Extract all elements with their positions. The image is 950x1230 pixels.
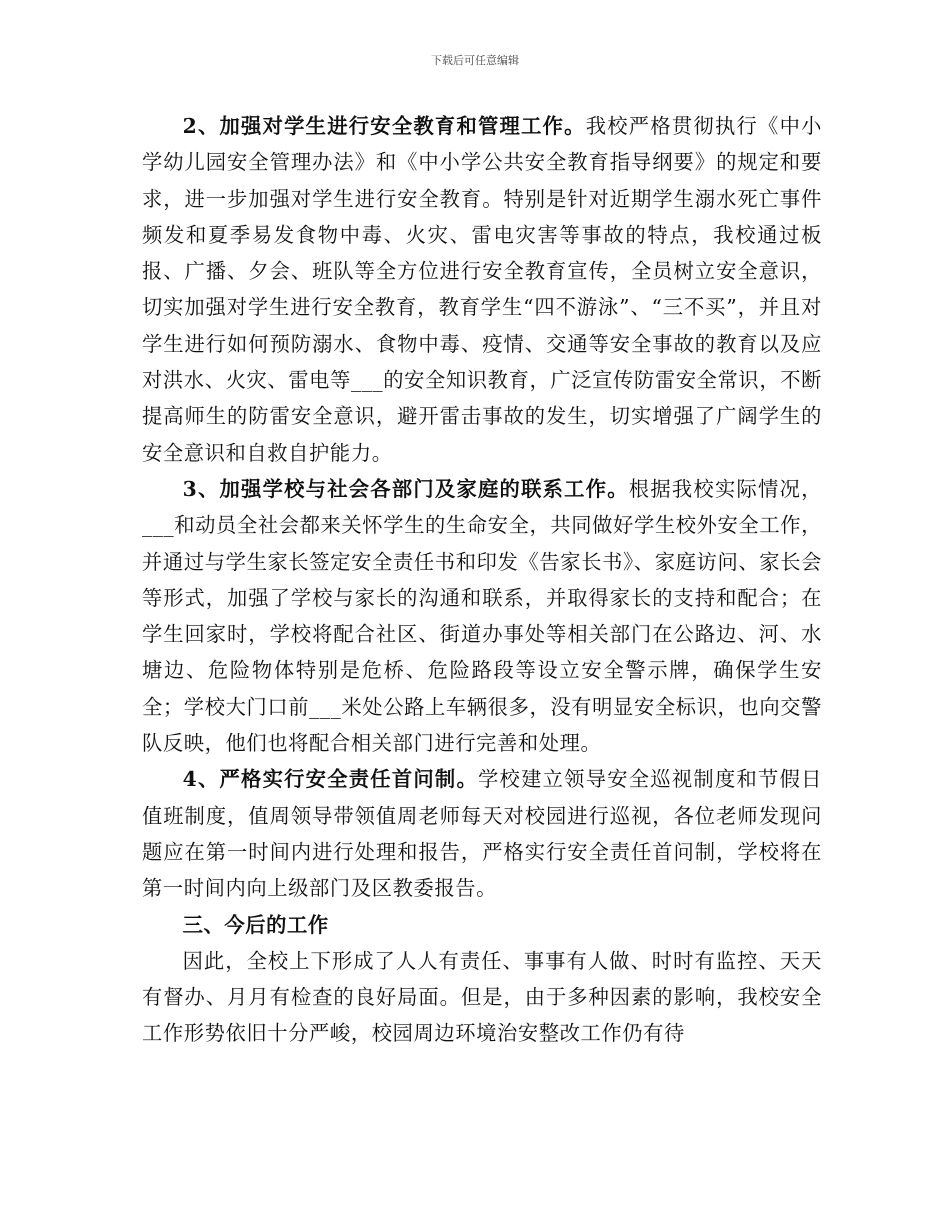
paragraph-heading: 3、加强学校与社会各部门及家庭的联系工作。 [182,476,629,501]
paragraph-text: 学校建立领导安全巡视制度和节假日值班制度，值周领导带领值周老师每天对校园进行巡视，各位老师发现问题应在第一时间内进行处理和报告，严格实行安全责任首问制，学校将在第一时间内向上级部门及区教委报告。 [142,767,822,901]
paragraph-school-family-liaison [142,471,822,761]
paragraph-student-safety-education [142,108,822,471]
paragraph-heading: 2、加强对学生进行安全教育和管理工作。 [182,114,586,138]
paragraph-text: 根据我校实际情况，___和动员全社会都来关怀学生的生命安全，共同做好学生校外安全工作，并通过与学生家长签定安全责任书和印发《告家长书》、家庭访问、家长会等形式，加强了学校与家长的沟通和联系，并取得家长的支持和配合；在学生回家时，学校将配合社区、街道办事处等相关部门在公路边、河、水塘边、危险物体特别是危桥、危险路段等设立安全警示牌，确保学生安全；学校大门口前___米处公路上车辆很多，没有明显安全标识，也向交警队反映，他们也将配合相关部门进行完善和处理。 [142,476,822,756]
paragraph-text: 我校严格贯彻执行《中小学幼儿园安全管理办法》和《中小学公共安全教育指导纲要》的规定和要求，进一步加强对学生进行安全教育。特别是针对近期学生溺水死亡事件频发和夏季易发食物中毒、火灾、雷电灾害等事故的特点，我校通过板报、广播、夕会、班队等全方位进行安全教育宣传，全员树立安全意识，切实加强对学生进行安全教育，教育学生“四不游泳”、“三不买”，并且对学生进行如何预防溺水、食物中毒、疫情、交通等安全事故的教育以及应对洪水、火灾、雷电等___的安全知识教育，广泛宣传防雷安全常识，不断提高师生的防雷安全意识，避开雷击事故的发生，切实增强了广阔学生的安全意识和自救自护能力。 [142,114,822,465]
paragraph-heading: 三、今后的工作 [182,912,329,937]
page-header: 下载后可任意编辑 [431,54,519,67]
paragraph-heading: 4、严格实行安全责任首问制。 [182,767,478,792]
document-body [142,108,822,1052]
paragraph-current-situation [142,943,822,1052]
paragraph-first-responsibility [142,761,822,906]
paragraph-text: 因此，全校上下形成了人人有责任、事事有人做、时时有监控、天天有督办、月月有检查的良好局面。但是，由于多种因素的影响，我校安全工作形势依旧十分严峻，校园周边环境治安整改工作仍有待 [142,948,822,1046]
section-heading-future-work [142,907,822,943]
